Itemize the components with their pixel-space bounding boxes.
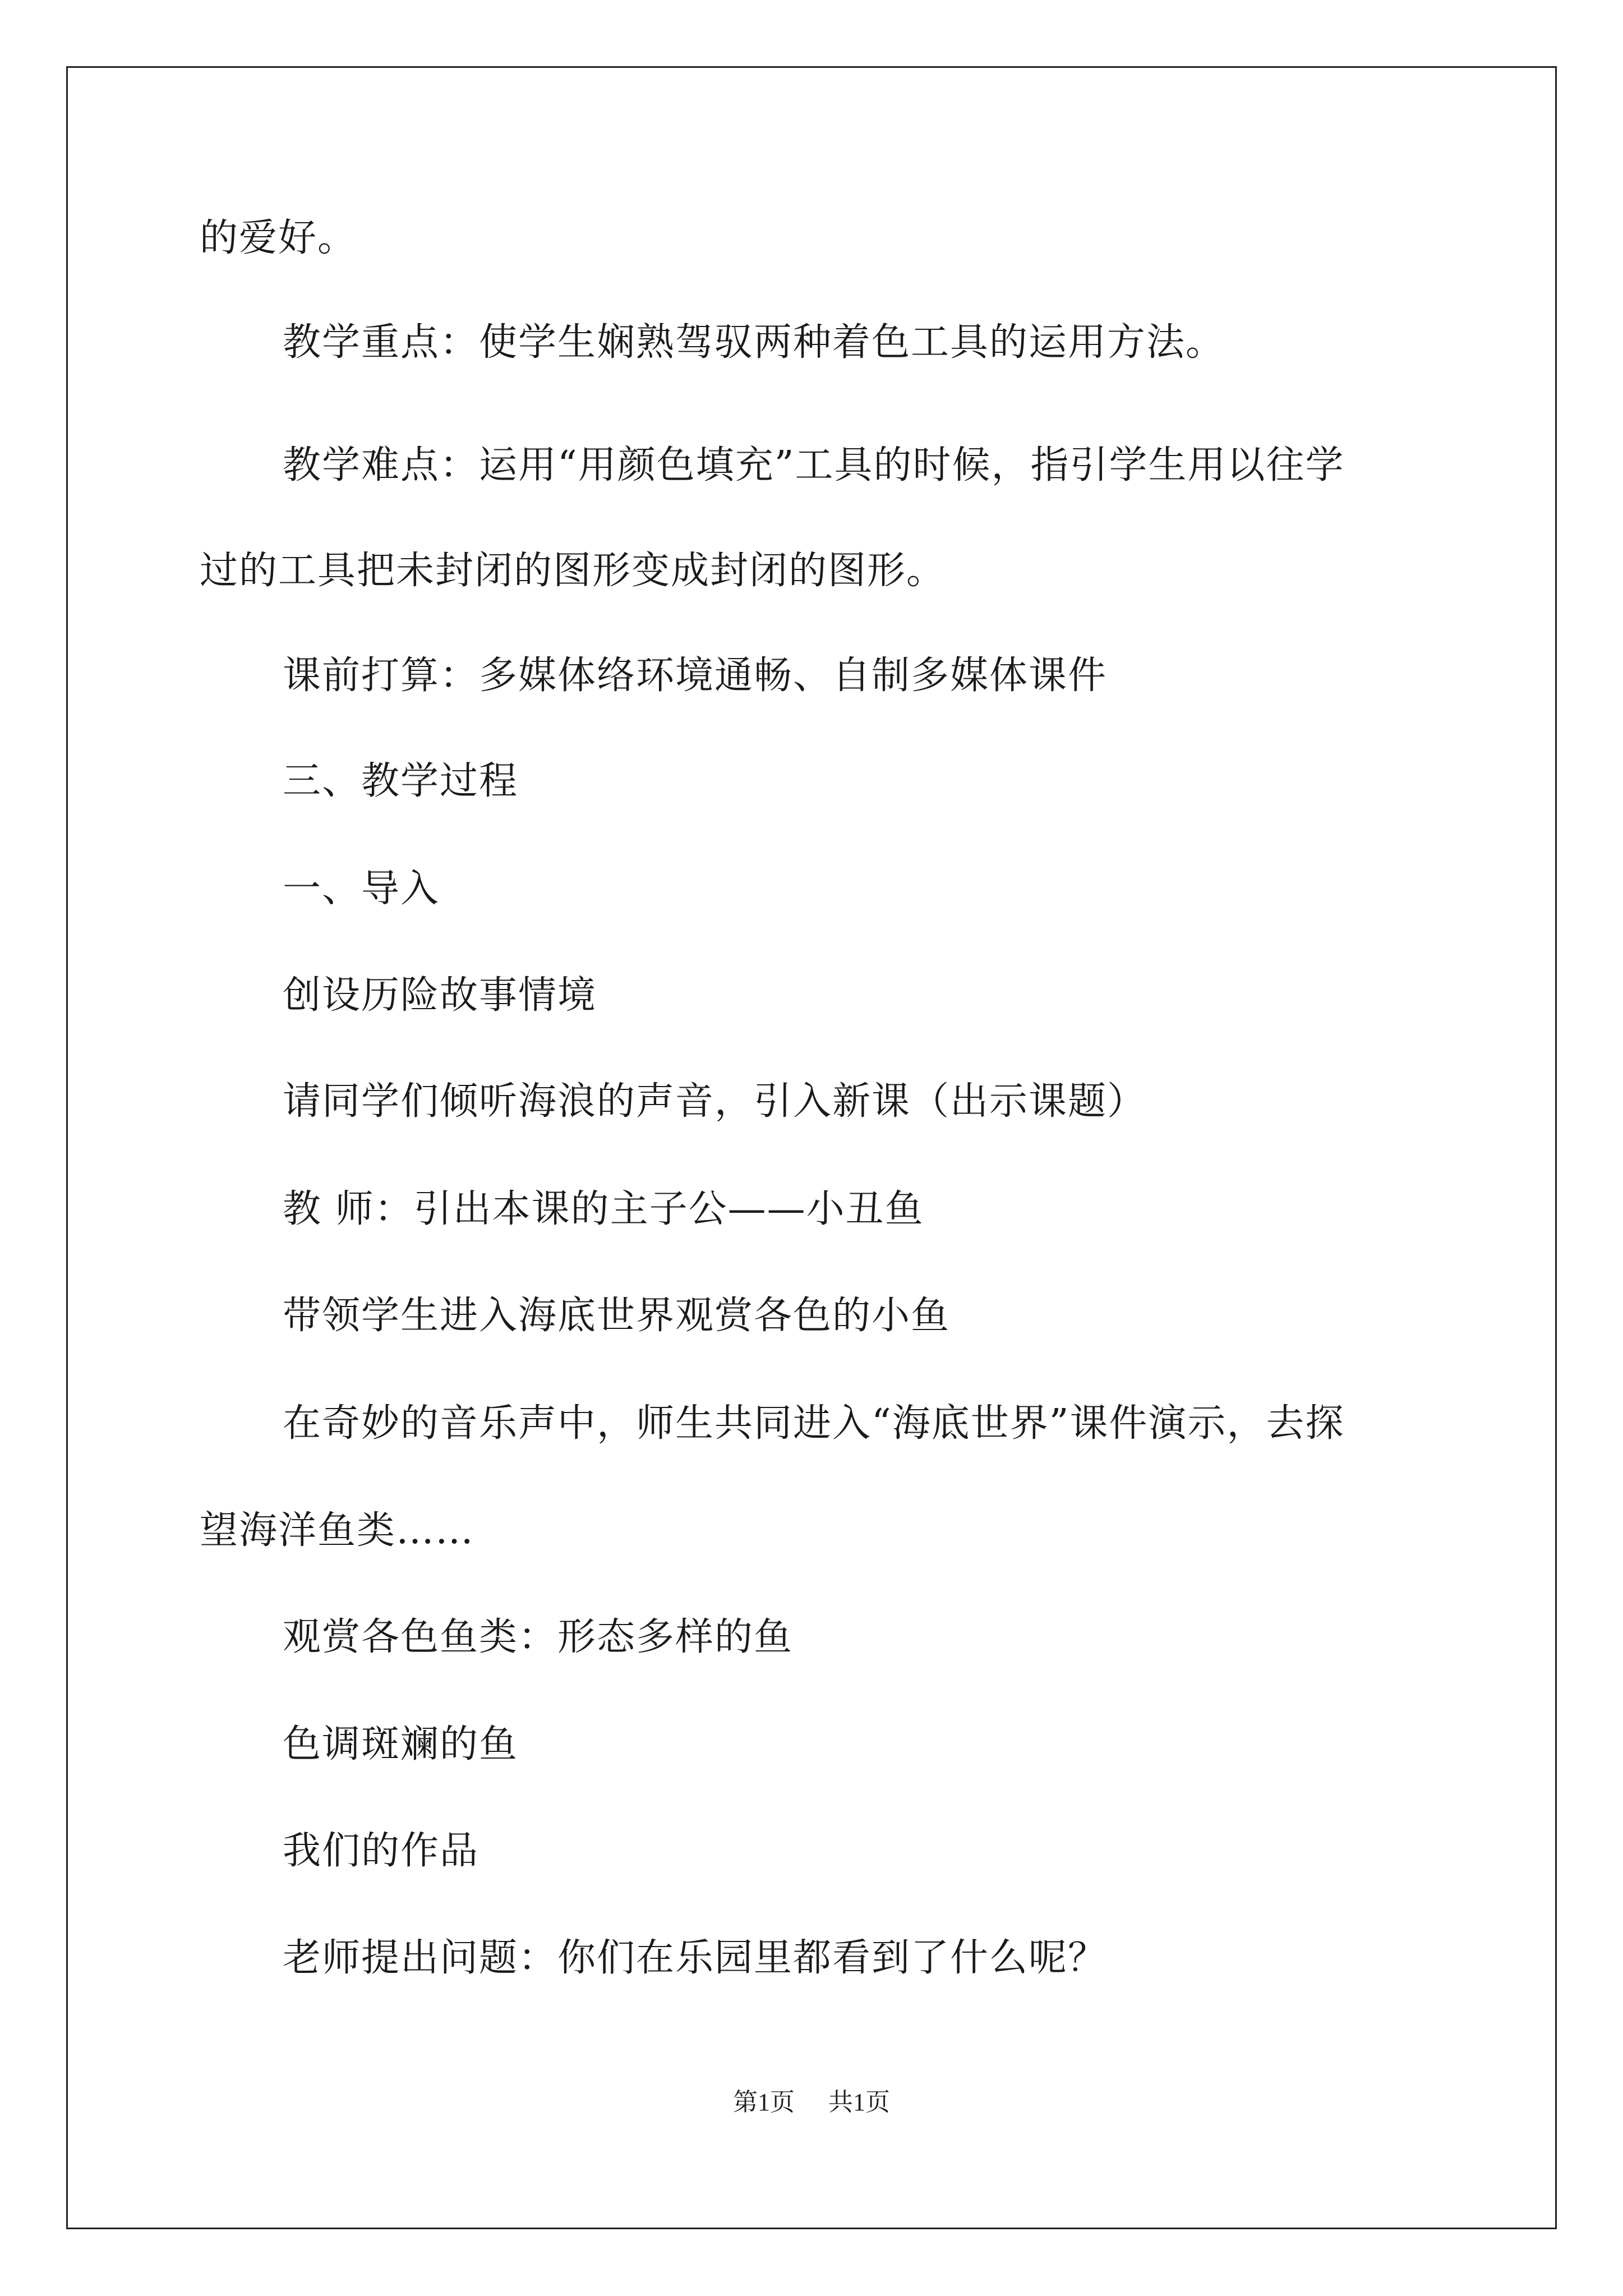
- page-number-total: 共1页: [828, 2088, 890, 2116]
- text-line: 创设历险故事情境: [283, 973, 597, 1018]
- text-line: 请同学们倾听海浪的声音，引入新课（出示课题）: [283, 1079, 1147, 1124]
- text-line: 在奇妙的音乐声中，师生共同进入“海底世界”课件演示，去探: [283, 1401, 1345, 1446]
- text-line: 色调斑斓的鱼: [283, 1722, 519, 1766]
- page-border: [66, 66, 1557, 2229]
- text-line: 望海洋鱼类……: [200, 1508, 475, 1553]
- page-number-current: 第1页: [733, 2088, 795, 2116]
- text-line: 课前打算：多媒体络环境通畅、自制多媒体课件: [283, 654, 1108, 698]
- text-line: 带领学生进入海底世界观赏各色的小鱼: [283, 1294, 951, 1338]
- text-line: 的爱好。: [200, 216, 357, 260]
- text-line: 观赏各色鱼类：形态多样的鱼: [283, 1615, 794, 1659]
- text-line: 教学难点：运用“用颜色填充”工具的时候，指引学生用以往学: [283, 443, 1345, 487]
- text-line: 教学重点：使学生娴熟驾驭两种着色工具的运用方法。: [283, 320, 1225, 365]
- section-heading: 三、教学过程: [283, 759, 519, 803]
- text-line: 教 师：引出本课的主子公——小丑鱼: [283, 1187, 924, 1231]
- page-footer: [0, 2087, 1623, 2118]
- subsection-heading: 一、导入: [283, 867, 440, 911]
- text-line: 过的工具把未封闭的图形变成封闭的图形。: [200, 549, 946, 593]
- text-line: 老师提出问题：你们在乐园里都看到了什么呢？: [283, 1936, 1108, 1980]
- text-line: 我们的作品: [283, 1829, 479, 1873]
